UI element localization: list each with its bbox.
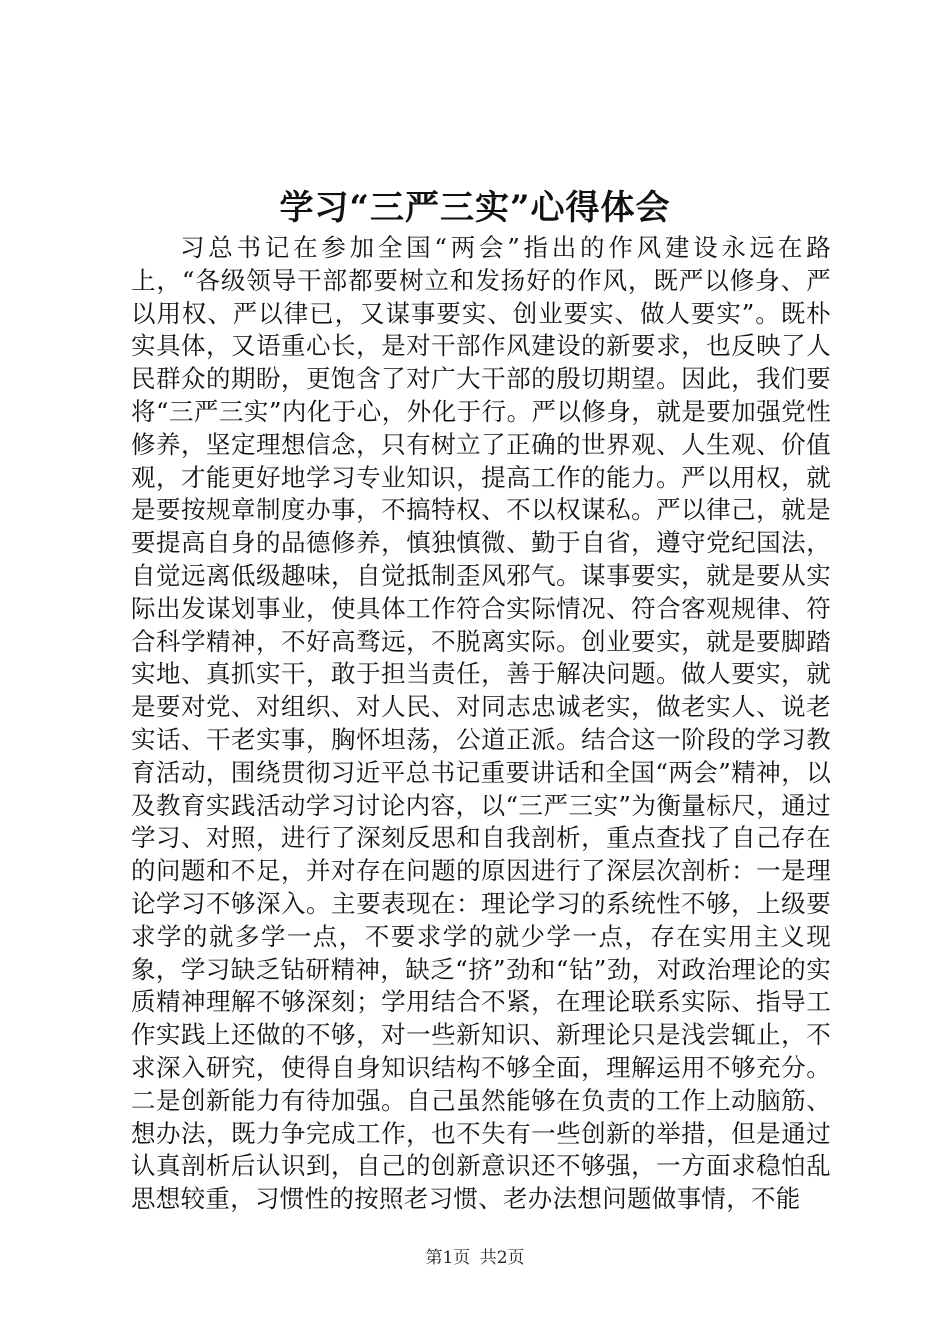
page-number: 第1页 [425,1248,471,1268]
page-total: 共2页 [479,1248,525,1268]
document-title: 学习“三严三实”心得体会 [279,188,671,228]
document-body-paragraph: 习总书记在参加全国“两会”指出的作风建设永远在路上，“各级领导干部都要树立和发扬好的作风，既严以修身、严以用权、严以律已，又谋事要实、创业要实、做人要实”。既朴实具体，又语重心长，是对干部作风建设的新要求，也反映了人民群众的期盼，更饱含了对广大干部的殷切期望。因此，我们要将“三严三实”内化于心，外化于行。严以修身，就是要加强党性修养，坚定理想信念，只有树立了正确的世界观、人生观、价值观，才能更好地学习专业知识，提高工作的能力。严以用权，就是要按规章制度办事，不搞特权、不以权谋私。严以律己，就是要提高自身的品德修养，慎独慎微、勤于自省，遵守党纪国法，自觉远离低级趣味，自觉抵制歪风邪气。谋事要实，就是要从实际出发谋划事业，使具体工作符合实际情况、符合客观规律、符合科学精神，不好高骛远，不脱离实际。创业要实，就是要脚踏实地、真抓实干，敢于担当责任，善于解决问题。做人要实，就是要对党、对组织、对人民、对同志忠诚老实，做老实人、说老实话、干老实事，胸怀坦荡，公道正派。结合这一阶段的学习教育活动，围绕贯彻习近平总书记重要讲话和全国“两会”精神，以及教育实践活动学习讨论内容，以“三严三实”为衡量标尺，通过学习、对照，进行了深刻反思和自我剖析，重点查找了自己存在的问题和不足，并对存在问题的原因进行了深层次剖析：一是理论学习不够深入。主要表现在：理论学习的系统性不够，上级要求学的就多学一点，不要求学的就少学一点，存在实用主义现象，学习缺乏钻研精神，缺乏“挤”劲和“钻”劲，对政治理论的实质精神理解不够深刻；学用结合不紧，在理论联系实际、指导工作实践上还做的不够，对一些新知识、新理论只是浅尝辄止，不求深入研究，使得自身知识结构不够全面，理解运用不够充分。二是创新能力有待加强。自己虽然能够在负责的工作上动脑筋、想办法，既力争完成工作，也不失有一些创新的举措，但是通过认真剖析后认识到，自己的创新意识还不够强，一方面求稳怕乱思想较重，习惯性的按照老习惯、老办法想问题做事情，不能 [131,233,831,1214]
page-footer [0,1246,950,1270]
